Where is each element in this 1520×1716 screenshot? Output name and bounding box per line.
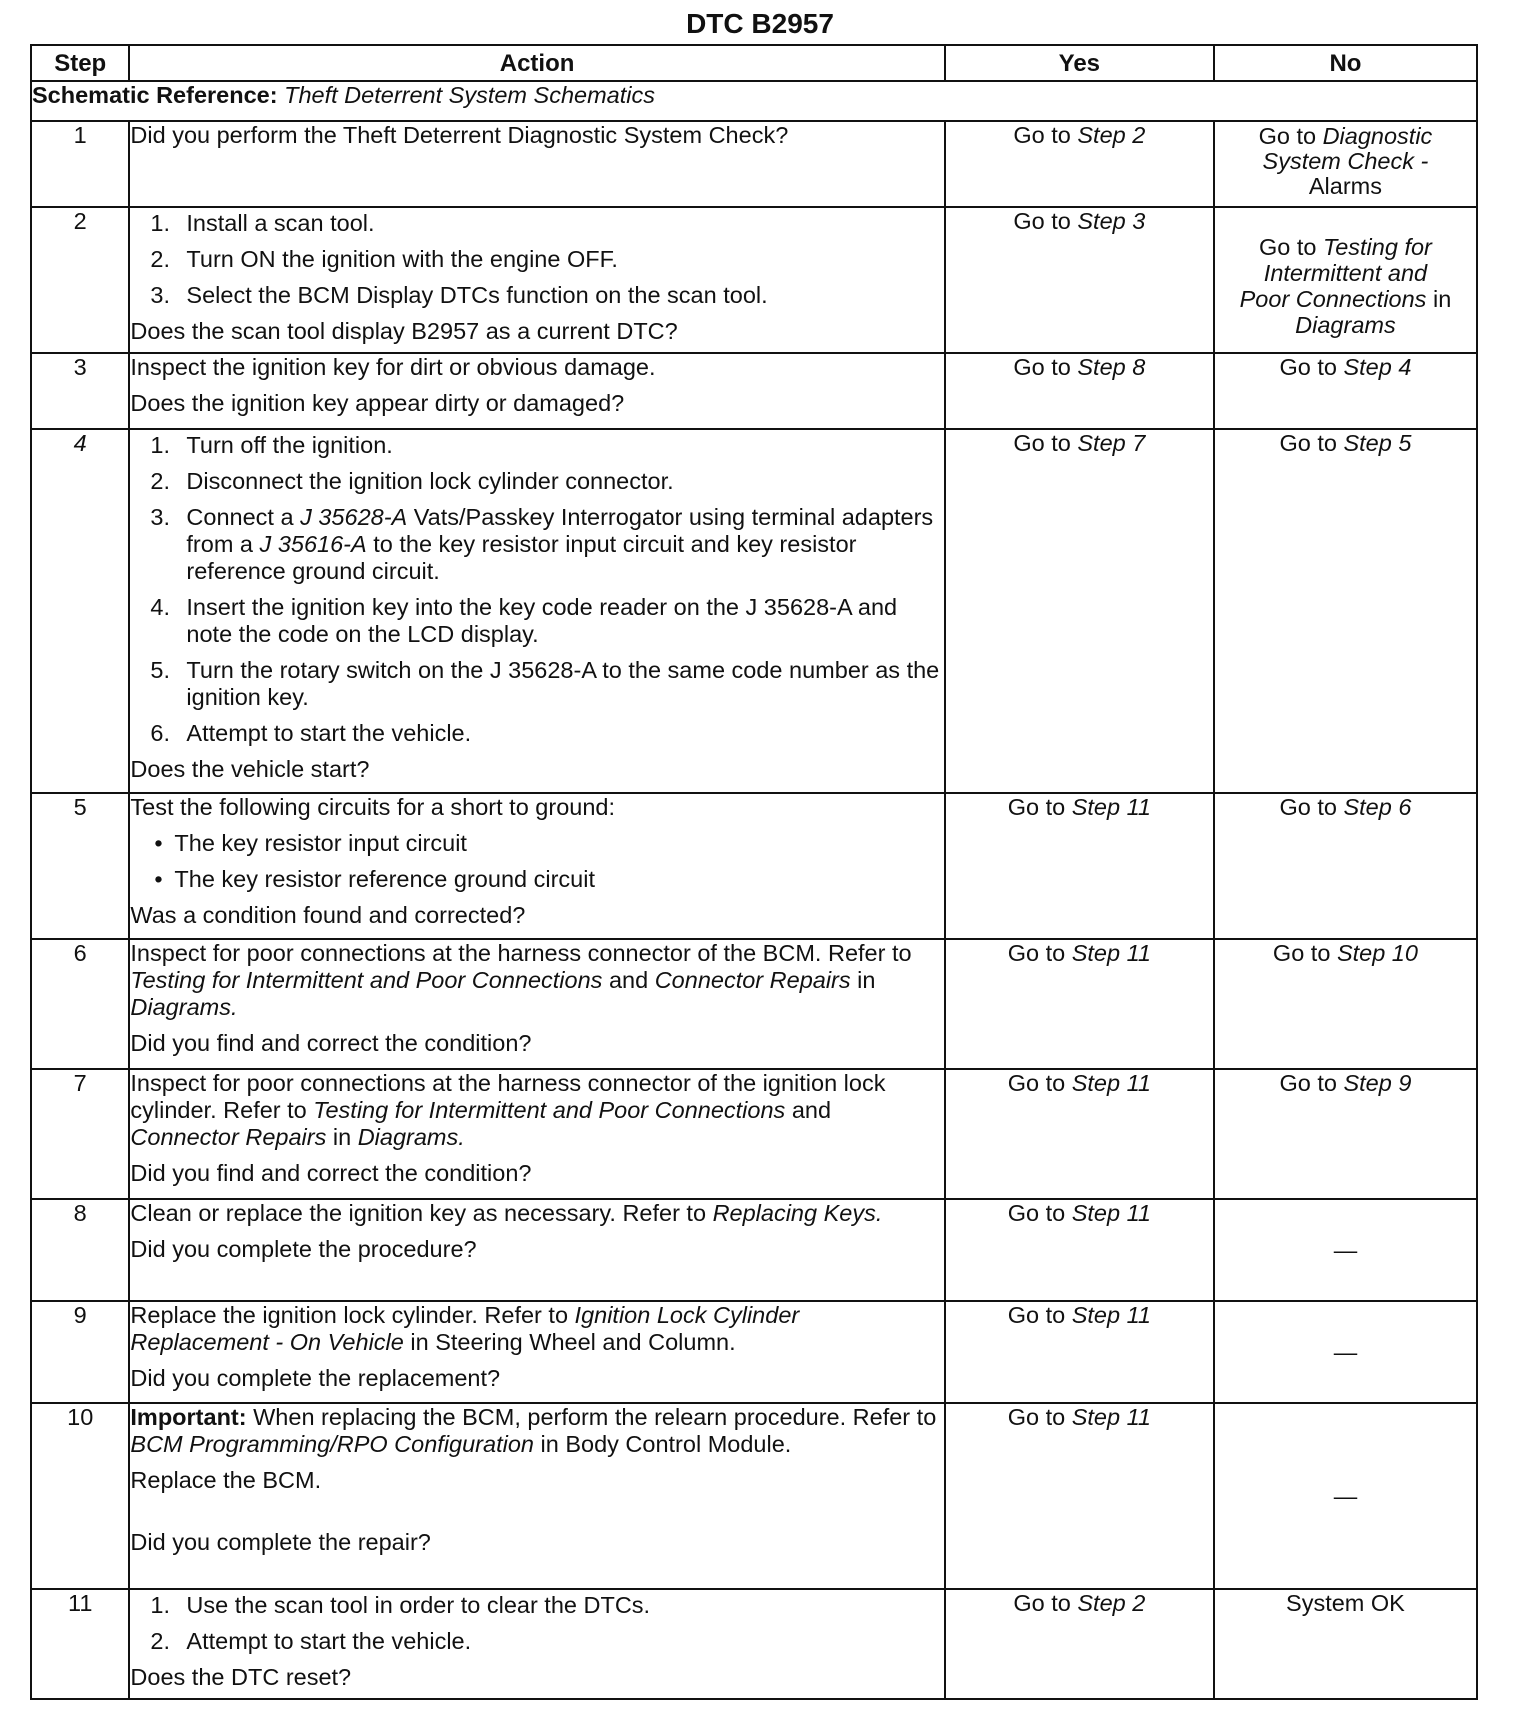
question: Does the vehicle start? [130, 756, 370, 782]
table-row [31, 793, 1477, 939]
table-header-row [31, 45, 1477, 81]
schematic-link[interactable]: Theft Deterrent System Schematics [284, 82, 655, 108]
question: Was a condition found and corrected? [130, 902, 526, 928]
no-link[interactable]: Step 4 [1343, 354, 1412, 380]
action-text: Replace the ignition lock cylinder. Refer to Ignition Lock Cylinder Replacement - On Vehicle in Steering Wheel and Column. [130, 1302, 800, 1355]
list-item: 3. Select the BCM Display DTCs function on the scan tool. [150, 282, 768, 308]
yes-cell [945, 939, 1214, 1069]
list-item: 1. Turn off the ignition. [150, 432, 393, 458]
table-row [31, 1403, 1477, 1589]
list-item: • The key resistor input circuit [154, 830, 467, 856]
yes-cell [945, 429, 1214, 793]
go-to-text: Go to [1259, 234, 1317, 260]
yes-link[interactable]: Step 11 [1071, 940, 1151, 966]
question: Does the ignition key appear dirty or damaged? [130, 390, 625, 416]
step-number: 9 [31, 1301, 129, 1403]
step-number: 3 [31, 353, 129, 429]
list-item: 4. Insert the ignition key into the key code reader on the J 35628-A and note the code on the LCD display. [150, 594, 898, 647]
list-item: 1. Install a scan tool. [150, 210, 375, 236]
tool-link[interactable]: J 35616-A [259, 531, 367, 557]
page-title: DTC B2957 [686, 8, 834, 39]
yes-cell [945, 1589, 1214, 1699]
table-row [31, 1069, 1477, 1199]
go-to-text: Go to [1013, 430, 1071, 456]
list-item: 2. Turn ON the ignition with the engine OFF. [150, 246, 618, 272]
list-item: • The key resistor reference ground circuit [154, 866, 595, 892]
question: Did you perform the Theft Deterrent Diagnostic System Check? [130, 122, 789, 148]
no-cell: — [1214, 1199, 1477, 1301]
yes-cell [945, 1301, 1214, 1403]
schematic-row [31, 81, 1477, 121]
yes-link[interactable]: Step 3 [1077, 208, 1146, 234]
list-item: 1. Use the scan tool in order to clear the DTCs. [150, 1592, 651, 1618]
go-to-text: Go to [1007, 1302, 1066, 1328]
go-to-text: Go to [1007, 1404, 1066, 1430]
reference-link[interactable]: BCM Programming/RPO Configuration [130, 1431, 534, 1457]
yes-link[interactable]: Step 11 [1071, 1302, 1151, 1328]
list-item: 5. Turn the rotary switch on the J 35628-A to the same code number as the ignition key. [150, 657, 940, 710]
no-cell: System OK [1214, 1589, 1477, 1699]
no-tail: Alarms [1308, 173, 1382, 199]
yes-cell [945, 207, 1214, 353]
table-row [31, 1301, 1477, 1403]
no-link[interactable]: Step 6 [1343, 794, 1412, 820]
action-text: Inspect the ignition key for dirt or obvious damage. [130, 354, 656, 380]
reference-link[interactable]: Ignition Lock Cylinder Replacement - On Vehicle [130, 1302, 800, 1355]
header-no: No [1214, 45, 1477, 81]
action-cell [129, 1069, 944, 1199]
question: Did you complete the procedure? [130, 1236, 477, 1262]
go-to-text: Go to [1013, 208, 1071, 234]
step-number: 4 [31, 429, 129, 793]
action-cell [129, 1199, 944, 1301]
list-item: 2. Attempt to start the vehicle. [150, 1628, 472, 1654]
no-link[interactable]: Step 5 [1343, 430, 1412, 456]
question: Did you complete the replacement? [130, 1365, 501, 1391]
go-to-text: Go to [1007, 1070, 1066, 1096]
table-row [31, 121, 1477, 207]
go-to-text: Go to [1279, 794, 1337, 820]
yes-link[interactable]: Step 11 [1071, 1200, 1151, 1226]
question: Did you complete the repair? [130, 1529, 431, 1555]
step-number: 5 [31, 793, 129, 939]
go-to-text: Go to [1279, 354, 1337, 380]
table-row [31, 939, 1477, 1069]
step-number: 7 [31, 1069, 129, 1199]
no-link[interactable]: Intermittent and [1263, 260, 1428, 286]
go-to-text: Go to [1013, 1590, 1071, 1616]
action-cell [129, 1403, 944, 1589]
no-link[interactable]: Step 10 [1336, 940, 1418, 966]
header-yes: Yes [945, 45, 1214, 81]
question: Does the scan tool display B2957 as a current DTC? [130, 318, 678, 344]
table-row [31, 1589, 1477, 1699]
no-link[interactable]: Testing for [1323, 234, 1432, 260]
table-row [31, 1199, 1477, 1301]
go-to-text: Go to [1279, 430, 1337, 456]
go-to-text: Go to [1013, 354, 1071, 380]
go-to-text: Go to [1013, 122, 1071, 148]
step-number: 10 [31, 1403, 129, 1589]
action-text: Inspect for poor connections at the harness connector of the BCM. Refer to Testing for Intermittent and Poor Connections and Connector Repairs in Diagrams. [130, 940, 912, 1020]
yes-link[interactable]: Step 8 [1077, 354, 1146, 380]
schematic-reference [31, 81, 1477, 121]
no-link[interactable]: Poor Connections [1239, 286, 1427, 312]
reference-link[interactable]: Diagrams. [357, 1124, 465, 1150]
table-row [31, 353, 1477, 429]
no-link[interactable]: System Check - [1262, 148, 1429, 174]
diagnostic-table [30, 44, 1478, 1700]
go-to-text: Go to [1272, 940, 1331, 966]
action-text: Clean or replace the ignition key as necessary. Refer to Replacing Keys. [130, 1200, 883, 1226]
no-cell [1214, 429, 1477, 793]
yes-link[interactable]: Step 11 [1071, 794, 1151, 820]
step-number: 11 [31, 1589, 129, 1699]
question: Did you find and correct the condition? [130, 1030, 532, 1056]
no-cell [1214, 121, 1477, 207]
in-text: in [1432, 286, 1452, 312]
action-text: Replace the BCM. [130, 1467, 322, 1493]
yes-link[interactable]: Step 11 [1071, 1404, 1151, 1430]
no-link[interactable]: Diagrams [1295, 312, 1396, 338]
schematic-label: Schematic Reference: [32, 82, 278, 108]
action-cell [129, 121, 944, 207]
no-cell [1214, 1069, 1477, 1199]
no-link[interactable]: Diagnostic [1322, 123, 1433, 149]
reference-link[interactable]: Testing for Intermittent and Poor Connections [130, 967, 603, 993]
no-cell [1214, 353, 1477, 429]
yes-cell [945, 1403, 1214, 1589]
important-note: Important: When replacing the BCM, perform the relearn procedure. Refer to BCM Programming/RPO Configuration in Body Control Module. [130, 1404, 937, 1457]
no-cell [1214, 793, 1477, 939]
header-action: Action [129, 45, 944, 81]
no-cell: — [1214, 1403, 1477, 1589]
no-link[interactable]: Step 9 [1343, 1070, 1412, 1096]
reference-link[interactable]: Diagrams. [130, 994, 238, 1020]
yes-link[interactable]: Step 7 [1077, 430, 1146, 456]
yes-link[interactable]: Step 2 [1077, 1590, 1146, 1616]
reference-link[interactable]: Testing for Intermittent and Poor Connections [313, 1097, 786, 1123]
list-item: 3. Connect a J 35628-A Vats/Passkey Interrogator using terminal adapters from a J 35616-A to the key resistor input circuit and key resistor reference ground circuit. [150, 504, 934, 584]
go-to-text: Go to [1007, 794, 1066, 820]
yes-cell [945, 121, 1214, 207]
go-to-text: Go to [1258, 123, 1317, 149]
step-number: 2 [31, 207, 129, 353]
go-to-text: Go to [1279, 1070, 1337, 1096]
reference-link[interactable]: Connector Repairs [130, 1124, 327, 1150]
tool-link[interactable]: J 35628-A [300, 504, 408, 530]
action-cell [129, 207, 944, 353]
yes-cell [945, 793, 1214, 939]
list-item: 6. Attempt to start the vehicle. [150, 720, 472, 746]
table-row [31, 207, 1477, 353]
action-cell [129, 793, 944, 939]
reference-link[interactable]: Replacing Keys. [712, 1200, 883, 1226]
no-cell [1214, 207, 1477, 353]
action-cell [129, 939, 944, 1069]
go-to-text: Go to [1007, 1200, 1066, 1226]
action-cell [129, 1589, 944, 1699]
action-cell [129, 1301, 944, 1403]
yes-link[interactable]: Step 2 [1077, 122, 1146, 148]
list-item: 2. Disconnect the ignition lock cylinder connector. [150, 468, 674, 494]
step-number: 6 [31, 939, 129, 1069]
step-number: 1 [31, 121, 129, 207]
yes-cell [945, 353, 1214, 429]
yes-link[interactable]: Step 11 [1071, 1070, 1151, 1096]
action-cell [129, 429, 944, 793]
action-text: Inspect for poor connections at the harness connector of the ignition lock cylinder. Refer to Testing for Intermittent and Poor Connections and Connector Repairs in Diagrams. [130, 1070, 886, 1150]
no-cell [1214, 939, 1477, 1069]
header-step: Step [31, 45, 129, 81]
action-text: Test the following circuits for a short to ground: [130, 794, 616, 820]
no-cell: — [1214, 1301, 1477, 1403]
yes-cell [945, 1199, 1214, 1301]
yes-cell [945, 1069, 1214, 1199]
action-cell [129, 353, 944, 429]
table-row [31, 429, 1477, 793]
reference-link[interactable]: Connector Repairs [654, 967, 851, 993]
question: Did you find and correct the condition? [130, 1160, 532, 1186]
question: Does the DTC reset? [130, 1664, 352, 1690]
step-number: 8 [31, 1199, 129, 1301]
go-to-text: Go to [1007, 940, 1066, 966]
